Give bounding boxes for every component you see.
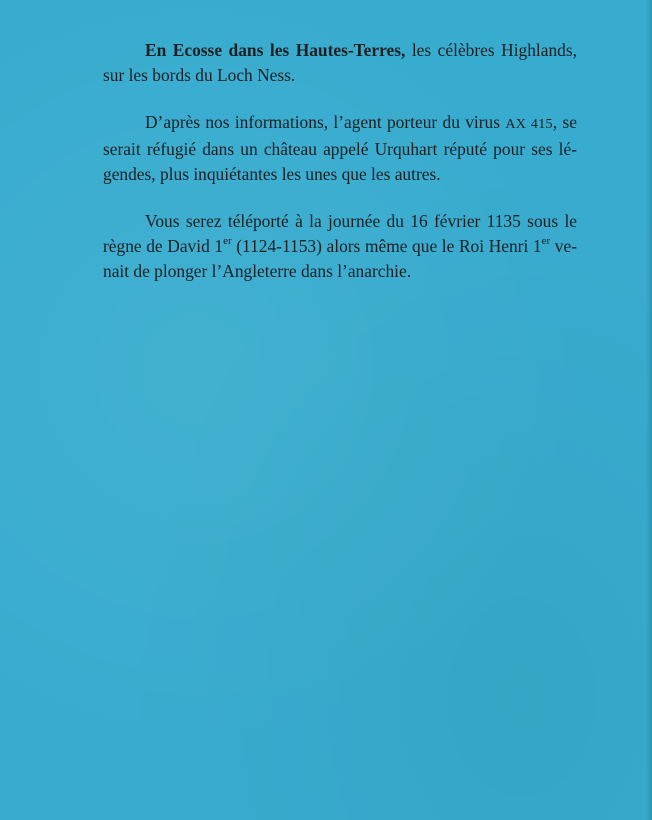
paragraph-agent [103, 110, 577, 187]
paragraph-location [103, 38, 577, 88]
teleport-text-part3: venait de plonger l’Angleterre dans l’anarchie. [103, 236, 577, 281]
agent-text-part1: D’après nos informations, l’agent porteur du virus [145, 112, 506, 132]
teleport-text-part2: (1124-1153) alors même que le Roi Henri 1 [231, 236, 542, 256]
ordinal-suffix-david: er [223, 235, 232, 248]
page-edge-shadow [646, 0, 652, 820]
agent-text-part2: , se serait réfugié dans un château appelé Urquhart réputé pour ses légendes, plus inquiétantes les unes que les autres. [103, 112, 577, 184]
location-bold-lead: En Ecosse dans les Hautes-Terres, [145, 40, 406, 60]
location-text: les célèbres Highlands, sur les bords du Loch Ness. [103, 40, 577, 85]
virus-code: AX 415 [505, 117, 553, 132]
text-block [103, 38, 577, 306]
paragraph-teleport [103, 209, 577, 284]
ordinal-suffix-henri: er [541, 235, 551, 248]
teleport-text-part1: Vous serez téléporté à la journée du 16 février 1135 sous le règne de David 1 [103, 211, 577, 256]
